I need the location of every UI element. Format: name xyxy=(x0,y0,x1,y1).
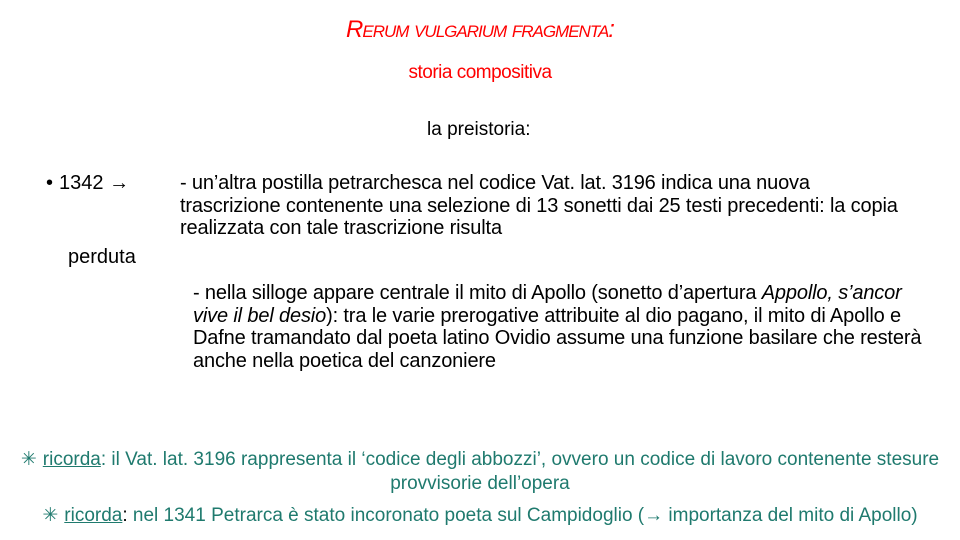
note-incoronazione xyxy=(0,504,960,528)
status-label: perduta xyxy=(68,246,136,268)
paragraph-apollo-start: - nella silloge appare centrale il mito di Apollo (sonetto d’apertura xyxy=(193,282,762,304)
note-colon: : xyxy=(122,505,128,526)
note-text: il Vat. lat. 3196 rappresenta il ‘codice degli abbozzi’, ovvero un codice di lavoro contenente stesure provvisorie dell’opera xyxy=(106,449,940,494)
left-year-item xyxy=(46,172,129,195)
note-label: ricorda xyxy=(64,505,123,526)
bullet-icon: • xyxy=(46,172,54,194)
year-label: 1342 → xyxy=(59,172,130,194)
note-colon: : xyxy=(100,449,107,470)
paragraph-trascrizione: - un’altra postilla petrarchesca nel codice Vat. lat. 3196 indica una nuova trascrizione contenente una selezione di 13 sonetti dai 25 testi precedenti: la copia realizzata con tale trascrizione risulta xyxy=(180,172,898,239)
slide-title: Rerum vulgarium fragmenta: xyxy=(346,16,614,43)
paragraph-apollo-end: ): tra le varie prerogative attribuite al dio pagano, il mito di Apollo e Dafne tramandato dal poeta latino Ovidio assume una funzione basilare che resterà anche nella poetica del canzoniere xyxy=(193,304,922,372)
slide-subtitle: storia compositiva xyxy=(408,62,552,83)
note-codice xyxy=(0,448,960,496)
asterisk-icon: ✳ xyxy=(20,449,37,470)
note-label: ricorda xyxy=(42,449,101,470)
paragraph-apollo xyxy=(193,282,933,372)
section-heading: la preistoria: xyxy=(427,119,531,140)
sonnet-title: Appollo, s’ancor vive il bel desio xyxy=(193,282,902,327)
note-text: nel 1341 Petrarca è stato incoronato poeta sul Campidoglio (→ importanza del mito di Apollo) xyxy=(127,505,918,526)
asterisk-icon: ✳ xyxy=(42,505,59,526)
